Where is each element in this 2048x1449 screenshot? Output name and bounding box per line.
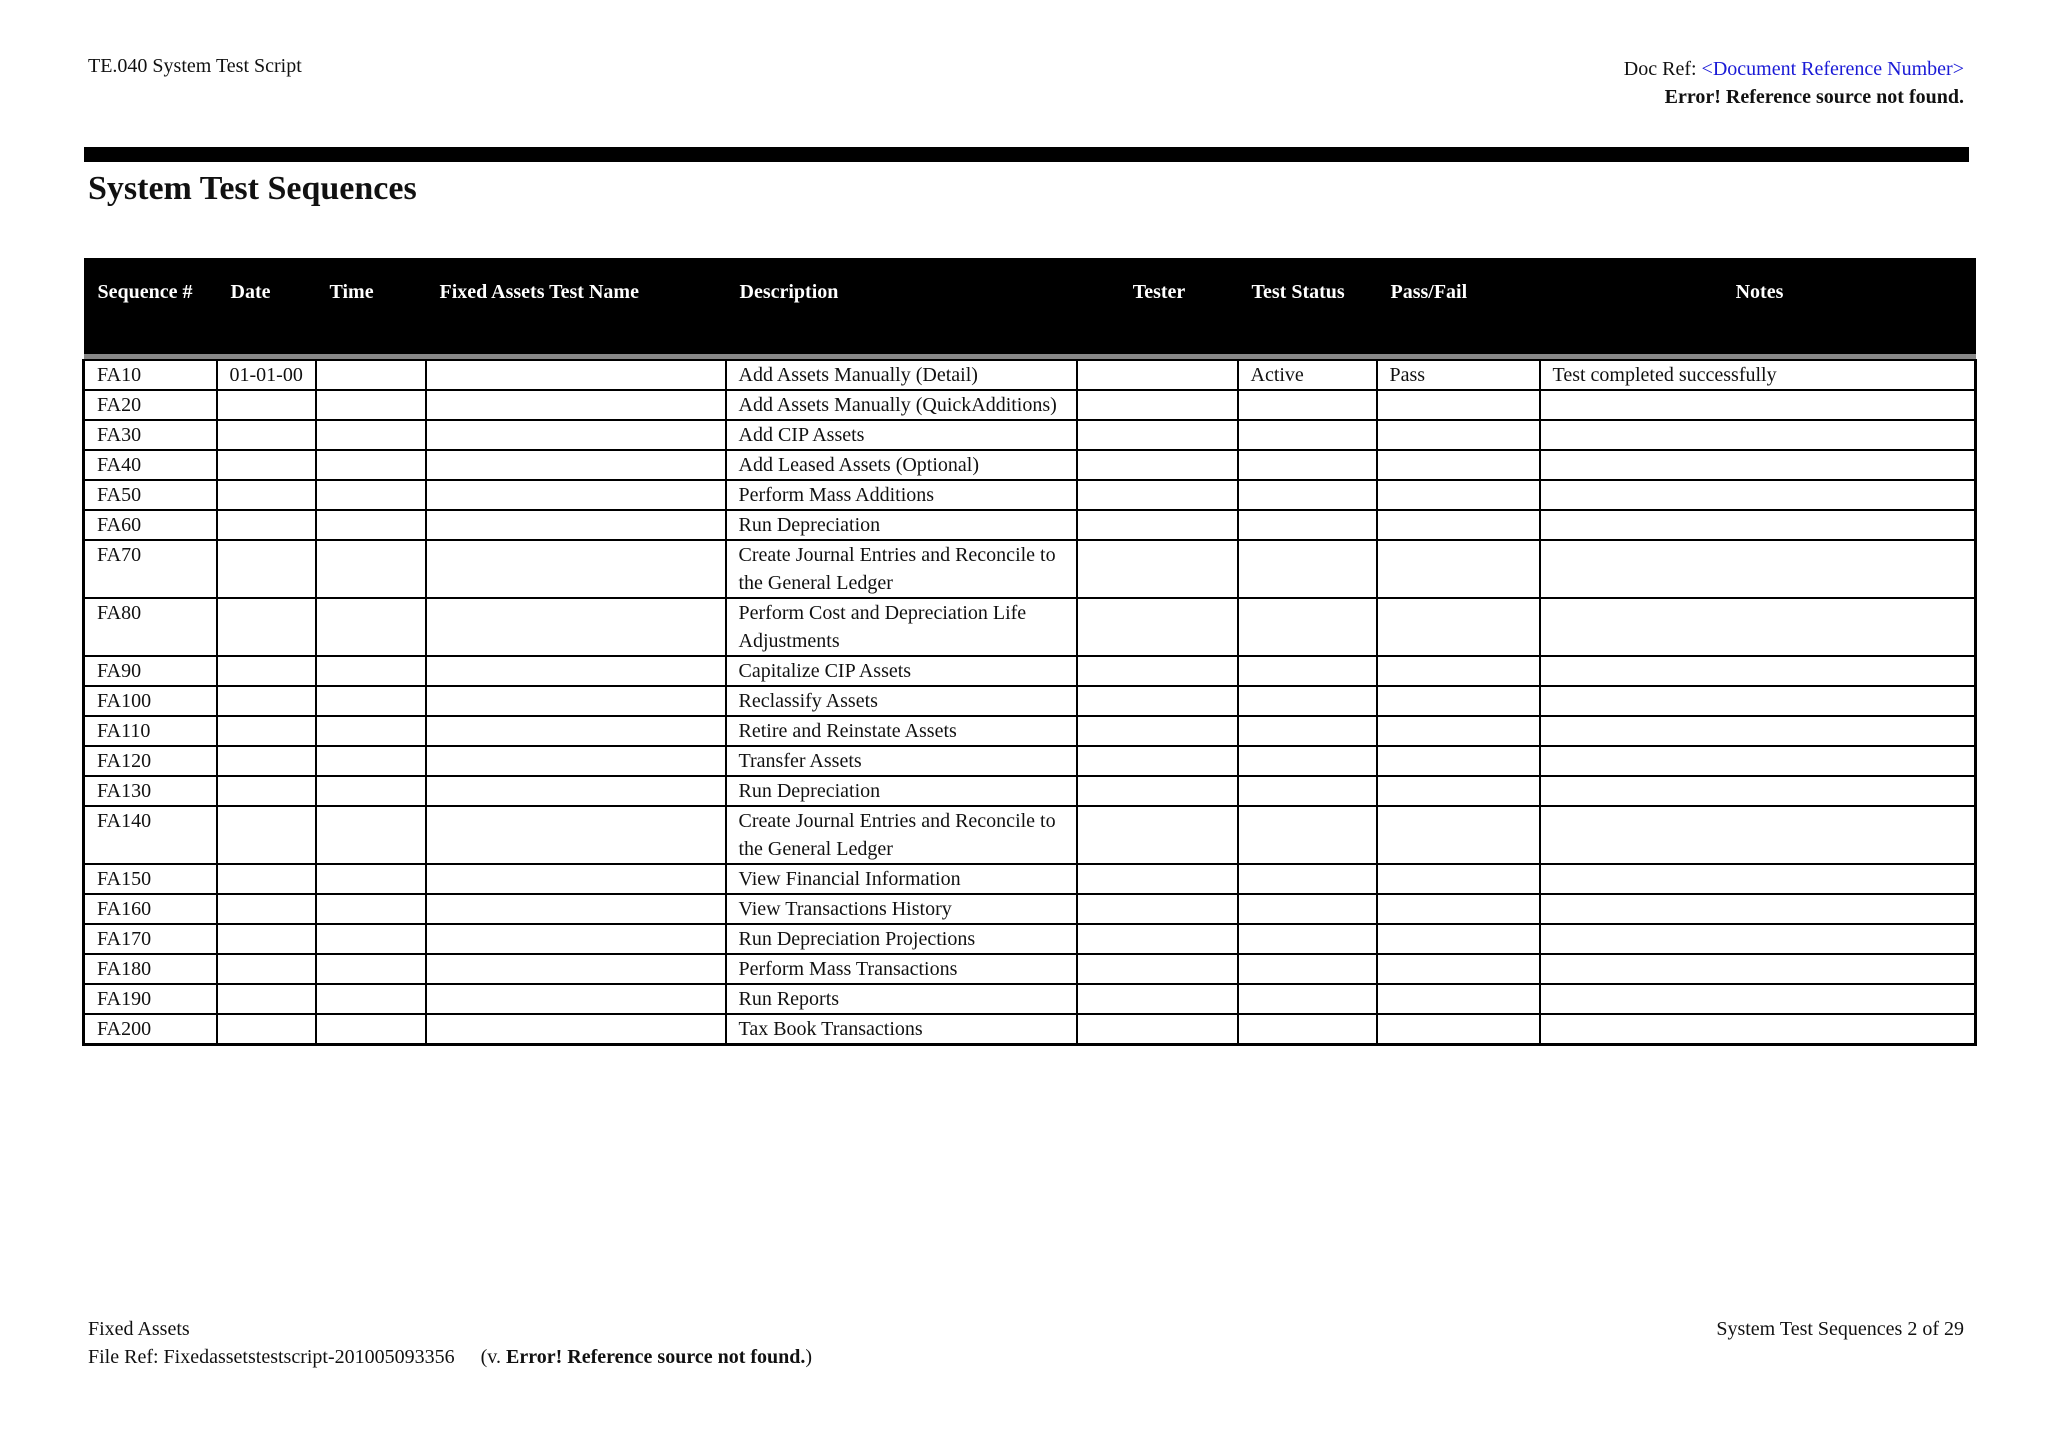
- footer-file-ref-line: [88, 1343, 812, 1371]
- cell-sequence: FA180: [84, 954, 217, 984]
- cell-pass-fail: [1377, 390, 1540, 420]
- cell-time: [316, 390, 426, 420]
- cell-description: Add Assets Manually (QuickAdditions): [726, 390, 1077, 420]
- cell-test-name: [426, 984, 726, 1014]
- cell-sequence: FA80: [84, 598, 217, 656]
- footer-version-prefix: (v.: [480, 1346, 507, 1368]
- table-row: [84, 420, 1976, 450]
- cell-description: Run Depreciation Projections: [726, 924, 1077, 954]
- table-row: [84, 716, 1976, 746]
- cell-tester: [1077, 510, 1238, 540]
- column-header-date: Date: [217, 258, 316, 354]
- cell-sequence: FA200: [84, 1014, 217, 1045]
- cell-date: [217, 954, 316, 984]
- header-rule: [84, 147, 1969, 162]
- cell-description: Run Depreciation: [726, 776, 1077, 806]
- test-sequence-table: [82, 258, 1977, 1046]
- cell-test-name: [426, 776, 726, 806]
- cell-tester: [1077, 420, 1238, 450]
- cell-pass-fail: [1377, 746, 1540, 776]
- cell-test-name: [426, 450, 726, 480]
- header-doc-ref: [1624, 55, 1964, 111]
- cell-description: Create Journal Entries and Reconcile to the General Ledger: [726, 806, 1077, 864]
- cell-description: Reclassify Assets: [726, 686, 1077, 716]
- cell-test-status: [1238, 420, 1377, 450]
- cell-test-name: [426, 864, 726, 894]
- cell-test-name: [426, 746, 726, 776]
- table-row: [84, 450, 1976, 480]
- cell-pass-fail: [1377, 510, 1540, 540]
- cell-notes: [1540, 420, 1976, 450]
- cell-sequence: FA10: [84, 360, 217, 390]
- cell-time: [316, 1014, 426, 1045]
- cell-test-status: [1238, 806, 1377, 864]
- cell-pass-fail: [1377, 450, 1540, 480]
- cell-date: [217, 656, 316, 686]
- cell-sequence: FA50: [84, 480, 217, 510]
- cell-test-status: [1238, 540, 1377, 598]
- table-body: [84, 354, 1976, 1045]
- cell-description: View Financial Information: [726, 864, 1077, 894]
- cell-sequence: FA120: [84, 746, 217, 776]
- cell-description: Perform Cost and Depreciation Life Adjustments: [726, 598, 1077, 656]
- cell-pass-fail: [1377, 806, 1540, 864]
- cell-tester: [1077, 360, 1238, 390]
- cell-sequence: FA130: [84, 776, 217, 806]
- cell-pass-fail: [1377, 420, 1540, 450]
- cell-date: [217, 450, 316, 480]
- cell-date: [217, 480, 316, 510]
- cell-test-status: [1238, 656, 1377, 686]
- cell-test-status: [1238, 954, 1377, 984]
- cell-test-status: [1238, 746, 1377, 776]
- page-title: System Test Sequences: [88, 170, 417, 207]
- table-row: [84, 806, 1976, 864]
- table-row: [84, 984, 1976, 1014]
- cell-notes: [1540, 1014, 1976, 1045]
- table-row: [84, 598, 1976, 656]
- cell-test-name: [426, 686, 726, 716]
- cell-sequence: FA30: [84, 420, 217, 450]
- cell-date: [217, 776, 316, 806]
- cell-time: [316, 450, 426, 480]
- cell-description: Add Leased Assets (Optional): [726, 450, 1077, 480]
- column-header-sequence: Sequence #: [84, 258, 217, 354]
- cell-tester: [1077, 984, 1238, 1014]
- footer-version-error: Error! Reference source not found.: [506, 1346, 806, 1368]
- cell-time: [316, 598, 426, 656]
- cell-notes: [1540, 746, 1976, 776]
- cell-test-status: [1238, 686, 1377, 716]
- cell-tester: [1077, 450, 1238, 480]
- cell-test-status: [1238, 450, 1377, 480]
- cell-pass-fail: [1377, 984, 1540, 1014]
- cell-tester: [1077, 686, 1238, 716]
- cell-description: Perform Mass Additions: [726, 480, 1077, 510]
- cell-test-status: [1238, 984, 1377, 1014]
- table-row: [84, 924, 1976, 954]
- cell-date: [217, 1014, 316, 1045]
- cell-description: Perform Mass Transactions: [726, 954, 1077, 984]
- cell-tester: [1077, 480, 1238, 510]
- cell-test-name: [426, 806, 726, 864]
- cell-sequence: FA70: [84, 540, 217, 598]
- column-header-notes: Notes: [1540, 258, 1976, 354]
- table-row: [84, 1014, 1976, 1045]
- cell-tester: [1077, 806, 1238, 864]
- table-row: [84, 360, 1976, 390]
- cell-description: Run Depreciation: [726, 510, 1077, 540]
- cell-time: [316, 746, 426, 776]
- cell-notes: [1540, 656, 1976, 686]
- cell-test-status: [1238, 776, 1377, 806]
- cell-notes: [1540, 686, 1976, 716]
- cell-time: [316, 776, 426, 806]
- cell-test-name: [426, 540, 726, 598]
- cell-tester: [1077, 598, 1238, 656]
- table-row: [84, 746, 1976, 776]
- cell-description: Create Journal Entries and Reconcile to the General Ledger: [726, 540, 1077, 598]
- cell-description: Add Assets Manually (Detail): [726, 360, 1077, 390]
- cell-sequence: FA140: [84, 806, 217, 864]
- cell-description: Add CIP Assets: [726, 420, 1077, 450]
- cell-test-status: [1238, 480, 1377, 510]
- column-header-test-name: Fixed Assets Test Name: [426, 258, 726, 354]
- table-row: [84, 480, 1976, 510]
- cell-tester: [1077, 776, 1238, 806]
- cell-time: [316, 894, 426, 924]
- cell-date: [217, 686, 316, 716]
- cell-sequence: FA190: [84, 984, 217, 1014]
- cell-time: [316, 360, 426, 390]
- table-row: [84, 954, 1976, 984]
- cell-pass-fail: Pass: [1377, 360, 1540, 390]
- cell-test-status: [1238, 598, 1377, 656]
- cell-test-status: Active: [1238, 360, 1377, 390]
- cell-time: [316, 984, 426, 1014]
- cell-description: Capitalize CIP Assets: [726, 656, 1077, 686]
- cell-pass-fail: [1377, 1014, 1540, 1045]
- cell-test-name: [426, 656, 726, 686]
- cell-pass-fail: [1377, 924, 1540, 954]
- cell-test-name: [426, 420, 726, 450]
- column-header-description: Description: [726, 258, 1077, 354]
- column-header-test-status: Test Status: [1238, 258, 1377, 354]
- cell-time: [316, 420, 426, 450]
- cell-notes: [1540, 924, 1976, 954]
- cell-test-name: [426, 924, 726, 954]
- cell-sequence: FA110: [84, 716, 217, 746]
- cell-time: [316, 806, 426, 864]
- cell-tester: [1077, 924, 1238, 954]
- cell-notes: [1540, 806, 1976, 864]
- cell-description: Retire and Reinstate Assets: [726, 716, 1077, 746]
- cell-sequence: FA100: [84, 686, 217, 716]
- cell-sequence: FA90: [84, 656, 217, 686]
- cell-notes: [1540, 510, 1976, 540]
- cell-pass-fail: [1377, 656, 1540, 686]
- cell-notes: [1540, 716, 1976, 746]
- cell-test-name: [426, 480, 726, 510]
- cell-test-status: [1238, 894, 1377, 924]
- cell-notes: [1540, 450, 1976, 480]
- cell-date: [217, 420, 316, 450]
- cell-pass-fail: [1377, 598, 1540, 656]
- cell-sequence: FA60: [84, 510, 217, 540]
- table-row: [84, 390, 1976, 420]
- cell-date: [217, 598, 316, 656]
- cell-pass-fail: [1377, 480, 1540, 510]
- cell-description: Run Reports: [726, 984, 1077, 1014]
- cell-description: Transfer Assets: [726, 746, 1077, 776]
- cell-pass-fail: [1377, 954, 1540, 984]
- cell-date: 01-01-00: [217, 360, 316, 390]
- cell-time: [316, 540, 426, 598]
- header-error-text: Error! Reference source not found.: [1664, 86, 1964, 108]
- footer-page-info: System Test Sequences 2 of 29: [1716, 1318, 1964, 1340]
- cell-time: [316, 686, 426, 716]
- table-row: [84, 776, 1976, 806]
- doc-ref-label: Doc Ref:: [1623, 58, 1702, 80]
- cell-notes: [1540, 598, 1976, 656]
- cell-tester: [1077, 954, 1238, 984]
- cell-tester: [1077, 894, 1238, 924]
- cell-tester: [1077, 746, 1238, 776]
- cell-test-status: [1238, 510, 1377, 540]
- footer-section-name[interactable]: Fixed Assets: [88, 1318, 190, 1340]
- table-row: [84, 540, 1976, 598]
- cell-date: [217, 864, 316, 894]
- cell-test-name: [426, 894, 726, 924]
- cell-date: [217, 746, 316, 776]
- cell-sequence: FA150: [84, 864, 217, 894]
- cell-test-name: [426, 390, 726, 420]
- cell-test-status: [1238, 716, 1377, 746]
- cell-sequence: FA20: [84, 390, 217, 420]
- cell-pass-fail: [1377, 540, 1540, 598]
- cell-description: Tax Book Transactions: [726, 1014, 1077, 1045]
- cell-notes: [1540, 390, 1976, 420]
- cell-tester: [1077, 390, 1238, 420]
- doc-ref-value[interactable]: <Document Reference Number>: [1701, 58, 1964, 80]
- cell-date: [217, 894, 316, 924]
- column-header-pass-fail: Pass/Fail: [1377, 258, 1540, 354]
- column-header-tester: Tester: [1077, 258, 1238, 354]
- cell-tester: [1077, 656, 1238, 686]
- cell-notes: [1540, 540, 1976, 598]
- table-row: [84, 656, 1976, 686]
- header-document-title: TE.040 System Test Script: [88, 55, 302, 77]
- cell-tester: [1077, 716, 1238, 746]
- cell-notes: [1540, 480, 1976, 510]
- cell-notes: [1540, 776, 1976, 806]
- cell-time: [316, 480, 426, 510]
- cell-sequence: FA160: [84, 894, 217, 924]
- cell-test-name: [426, 510, 726, 540]
- footer-file-ref: File Ref: Fixedassetstestscript-201005093356: [88, 1346, 455, 1368]
- cell-date: [217, 984, 316, 1014]
- cell-date: [217, 510, 316, 540]
- cell-pass-fail: [1377, 894, 1540, 924]
- cell-pass-fail: [1377, 864, 1540, 894]
- cell-time: [316, 954, 426, 984]
- cell-time: [316, 864, 426, 894]
- cell-test-name: [426, 1014, 726, 1045]
- test-sequence-table-wrapper: [82, 258, 1974, 1046]
- cell-test-status: [1238, 864, 1377, 894]
- cell-test-status: [1238, 1014, 1377, 1045]
- cell-notes: [1540, 954, 1976, 984]
- cell-pass-fail: [1377, 716, 1540, 746]
- cell-time: [316, 510, 426, 540]
- cell-description: View Transactions History: [726, 894, 1077, 924]
- cell-date: [217, 540, 316, 598]
- cell-sequence: FA170: [84, 924, 217, 954]
- table-row: [84, 686, 1976, 716]
- table-row: [84, 510, 1976, 540]
- cell-tester: [1077, 864, 1238, 894]
- table-row: [84, 894, 1976, 924]
- cell-test-name: [426, 360, 726, 390]
- cell-time: [316, 924, 426, 954]
- cell-time: [316, 716, 426, 746]
- cell-date: [217, 924, 316, 954]
- cell-pass-fail: [1377, 686, 1540, 716]
- cell-notes: [1540, 894, 1976, 924]
- cell-test-status: [1238, 390, 1377, 420]
- cell-sequence: FA40: [84, 450, 217, 480]
- cell-date: [217, 390, 316, 420]
- cell-test-name: [426, 716, 726, 746]
- footer-left: [88, 1315, 812, 1371]
- column-header-time: Time: [316, 258, 426, 354]
- cell-test-name: [426, 598, 726, 656]
- table-row: [84, 864, 1976, 894]
- cell-tester: [1077, 540, 1238, 598]
- cell-notes: [1540, 864, 1976, 894]
- cell-date: [217, 806, 316, 864]
- cell-notes: Test completed successfully: [1540, 360, 1976, 390]
- cell-pass-fail: [1377, 776, 1540, 806]
- cell-tester: [1077, 1014, 1238, 1045]
- footer-version-suffix: ): [805, 1346, 813, 1368]
- cell-notes: [1540, 984, 1976, 1014]
- cell-test-status: [1238, 924, 1377, 954]
- cell-test-name: [426, 954, 726, 984]
- cell-date: [217, 716, 316, 746]
- table-header-row: [84, 258, 1976, 354]
- cell-time: [316, 656, 426, 686]
